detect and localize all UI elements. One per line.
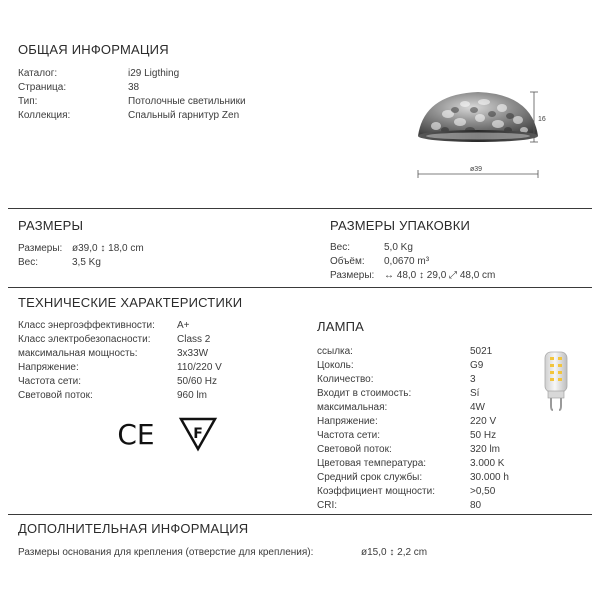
technical-value-luminous-flux: 960 lm — [177, 390, 208, 401]
technical-value-max-power: 3x33W — [177, 348, 209, 359]
general-value-page: 38 — [128, 82, 140, 93]
technical-value-voltage: 110/220 V — [177, 362, 222, 373]
lamp-value-color-temp: 3.000 K — [470, 458, 505, 469]
ceiling-lamp-drawing — [410, 86, 550, 186]
lamp-value-voltage: 220 V — [470, 416, 497, 427]
technical-value-energy-class: A+ — [177, 320, 190, 331]
technical-label-safety-class: Класс электробезопасности: — [18, 334, 151, 345]
packaging-label-weight: Вес: — [330, 242, 351, 253]
f-mark-icon — [178, 416, 218, 452]
divider — [8, 208, 592, 209]
dimensions-value-size: ø39,0 ↕ 18,0 cm — [72, 243, 144, 254]
divider — [8, 287, 592, 288]
general-label-collection: Коллекция: — [18, 110, 71, 121]
lamp-label-cri: CRI: — [317, 500, 337, 511]
additional-value-mount: ø15,0 ↕ 2,2 cm — [361, 547, 428, 558]
lamp-label-reference: ссылка: — [317, 346, 353, 357]
general-value-type: Потолочные светильники — [128, 96, 246, 107]
lamp-label-included: Входит в стоимость: — [317, 388, 412, 399]
technical-label-max-power: максимальная мощность: — [18, 348, 138, 359]
technical-label-frequency: Частота сети: — [18, 376, 82, 387]
general-title: ОБЩАЯ ИНФОРМАЦИЯ — [18, 42, 169, 57]
dimensions-label-size: Размеры: — [18, 243, 63, 254]
general-label-type: Тип: — [18, 96, 38, 107]
additional-label-mount: Размеры основания для крепления (отверстие для крепления): — [18, 547, 314, 558]
technical-label-energy-class: Класс энергоэффективности: — [18, 320, 155, 331]
packaging-label-volume: Объём: — [330, 256, 365, 267]
additional-title: ДОПОЛНИТЕЛЬНАЯ ИНФОРМАЦИЯ — [18, 521, 249, 536]
lamp-value-reference: 5021 — [470, 346, 493, 357]
lamp-value-frequency: 50 Hz — [470, 430, 497, 441]
lamp-label-max: максимальная: — [317, 402, 388, 413]
lamp-value-max: 4W — [470, 402, 485, 413]
packaging-value-size: ↔ 48,0 ↕ 29,0 ⤢ 48,0 cm — [384, 270, 496, 281]
divider — [8, 514, 592, 515]
height-label: 16 — [538, 116, 546, 123]
lamp-value-power-factor: >0,50 — [470, 486, 496, 497]
technical-label-luminous-flux: Световой поток: — [18, 390, 93, 401]
lamp-label-lifetime: Средний срок службы: — [317, 472, 423, 483]
lamp-value-included: Sí — [470, 388, 480, 399]
lamp-label-luminous-flux: Световой поток: — [317, 444, 392, 455]
packaging-label-size: Размеры: — [330, 270, 375, 281]
svg-text:F: F — [193, 426, 203, 442]
lamp-label-quantity: Количество: — [317, 374, 374, 385]
general-value-collection: Спальный гарнитур Zen — [128, 110, 240, 121]
lamp-label-power-factor: Коэффициент мощности: — [317, 486, 435, 497]
general-value-catalog: i29 Ligthing — [128, 68, 180, 79]
lamp-value-cri: 80 — [470, 500, 482, 511]
lamp-value-lifetime: 30.000 h — [470, 472, 509, 483]
dimensions-value-weight: 3,5 Kg — [72, 257, 101, 268]
lamp-value-socket: G9 — [470, 360, 484, 371]
ce-mark-icon — [115, 418, 157, 450]
general-label-page: Страница: — [18, 82, 67, 93]
general-label-catalog: Каталог: — [18, 68, 58, 79]
technical-title: ТЕХНИЧЕСКИЕ ХАРАКТЕРИСТИКИ — [18, 295, 243, 310]
dome-shade — [418, 92, 538, 142]
diameter-label: ø39 — [470, 166, 483, 173]
technical-value-safety-class: Class 2 — [177, 334, 211, 345]
packaging-value-weight: 5,0 Kg — [384, 242, 413, 253]
lamp-label-voltage: Напряжение: — [317, 416, 378, 427]
lamp-title: ЛАМПА — [317, 319, 365, 334]
technical-value-frequency: 50/60 Hz — [177, 376, 218, 387]
packaging-title: РАЗМЕРЫ УПАКОВКИ — [330, 218, 471, 233]
svg-text:CE: CE — [117, 418, 155, 450]
dimensions-label-weight: Вес: — [18, 257, 39, 268]
dimensions-title: РАЗМЕРЫ — [18, 218, 84, 233]
technical-label-voltage: Напряжение: — [18, 362, 79, 373]
lamp-value-luminous-flux: 320 lm — [470, 444, 501, 455]
lamp-label-frequency: Частота сети: — [317, 430, 381, 441]
packaging-value-volume: 0,0670 m³ — [384, 256, 430, 267]
lamp-label-color-temp: Цветовая температура: — [317, 458, 427, 469]
g9-bulb-icon — [536, 348, 576, 416]
lamp-value-quantity: 3 — [470, 374, 476, 385]
lamp-label-socket: Цоколь: — [317, 360, 354, 371]
